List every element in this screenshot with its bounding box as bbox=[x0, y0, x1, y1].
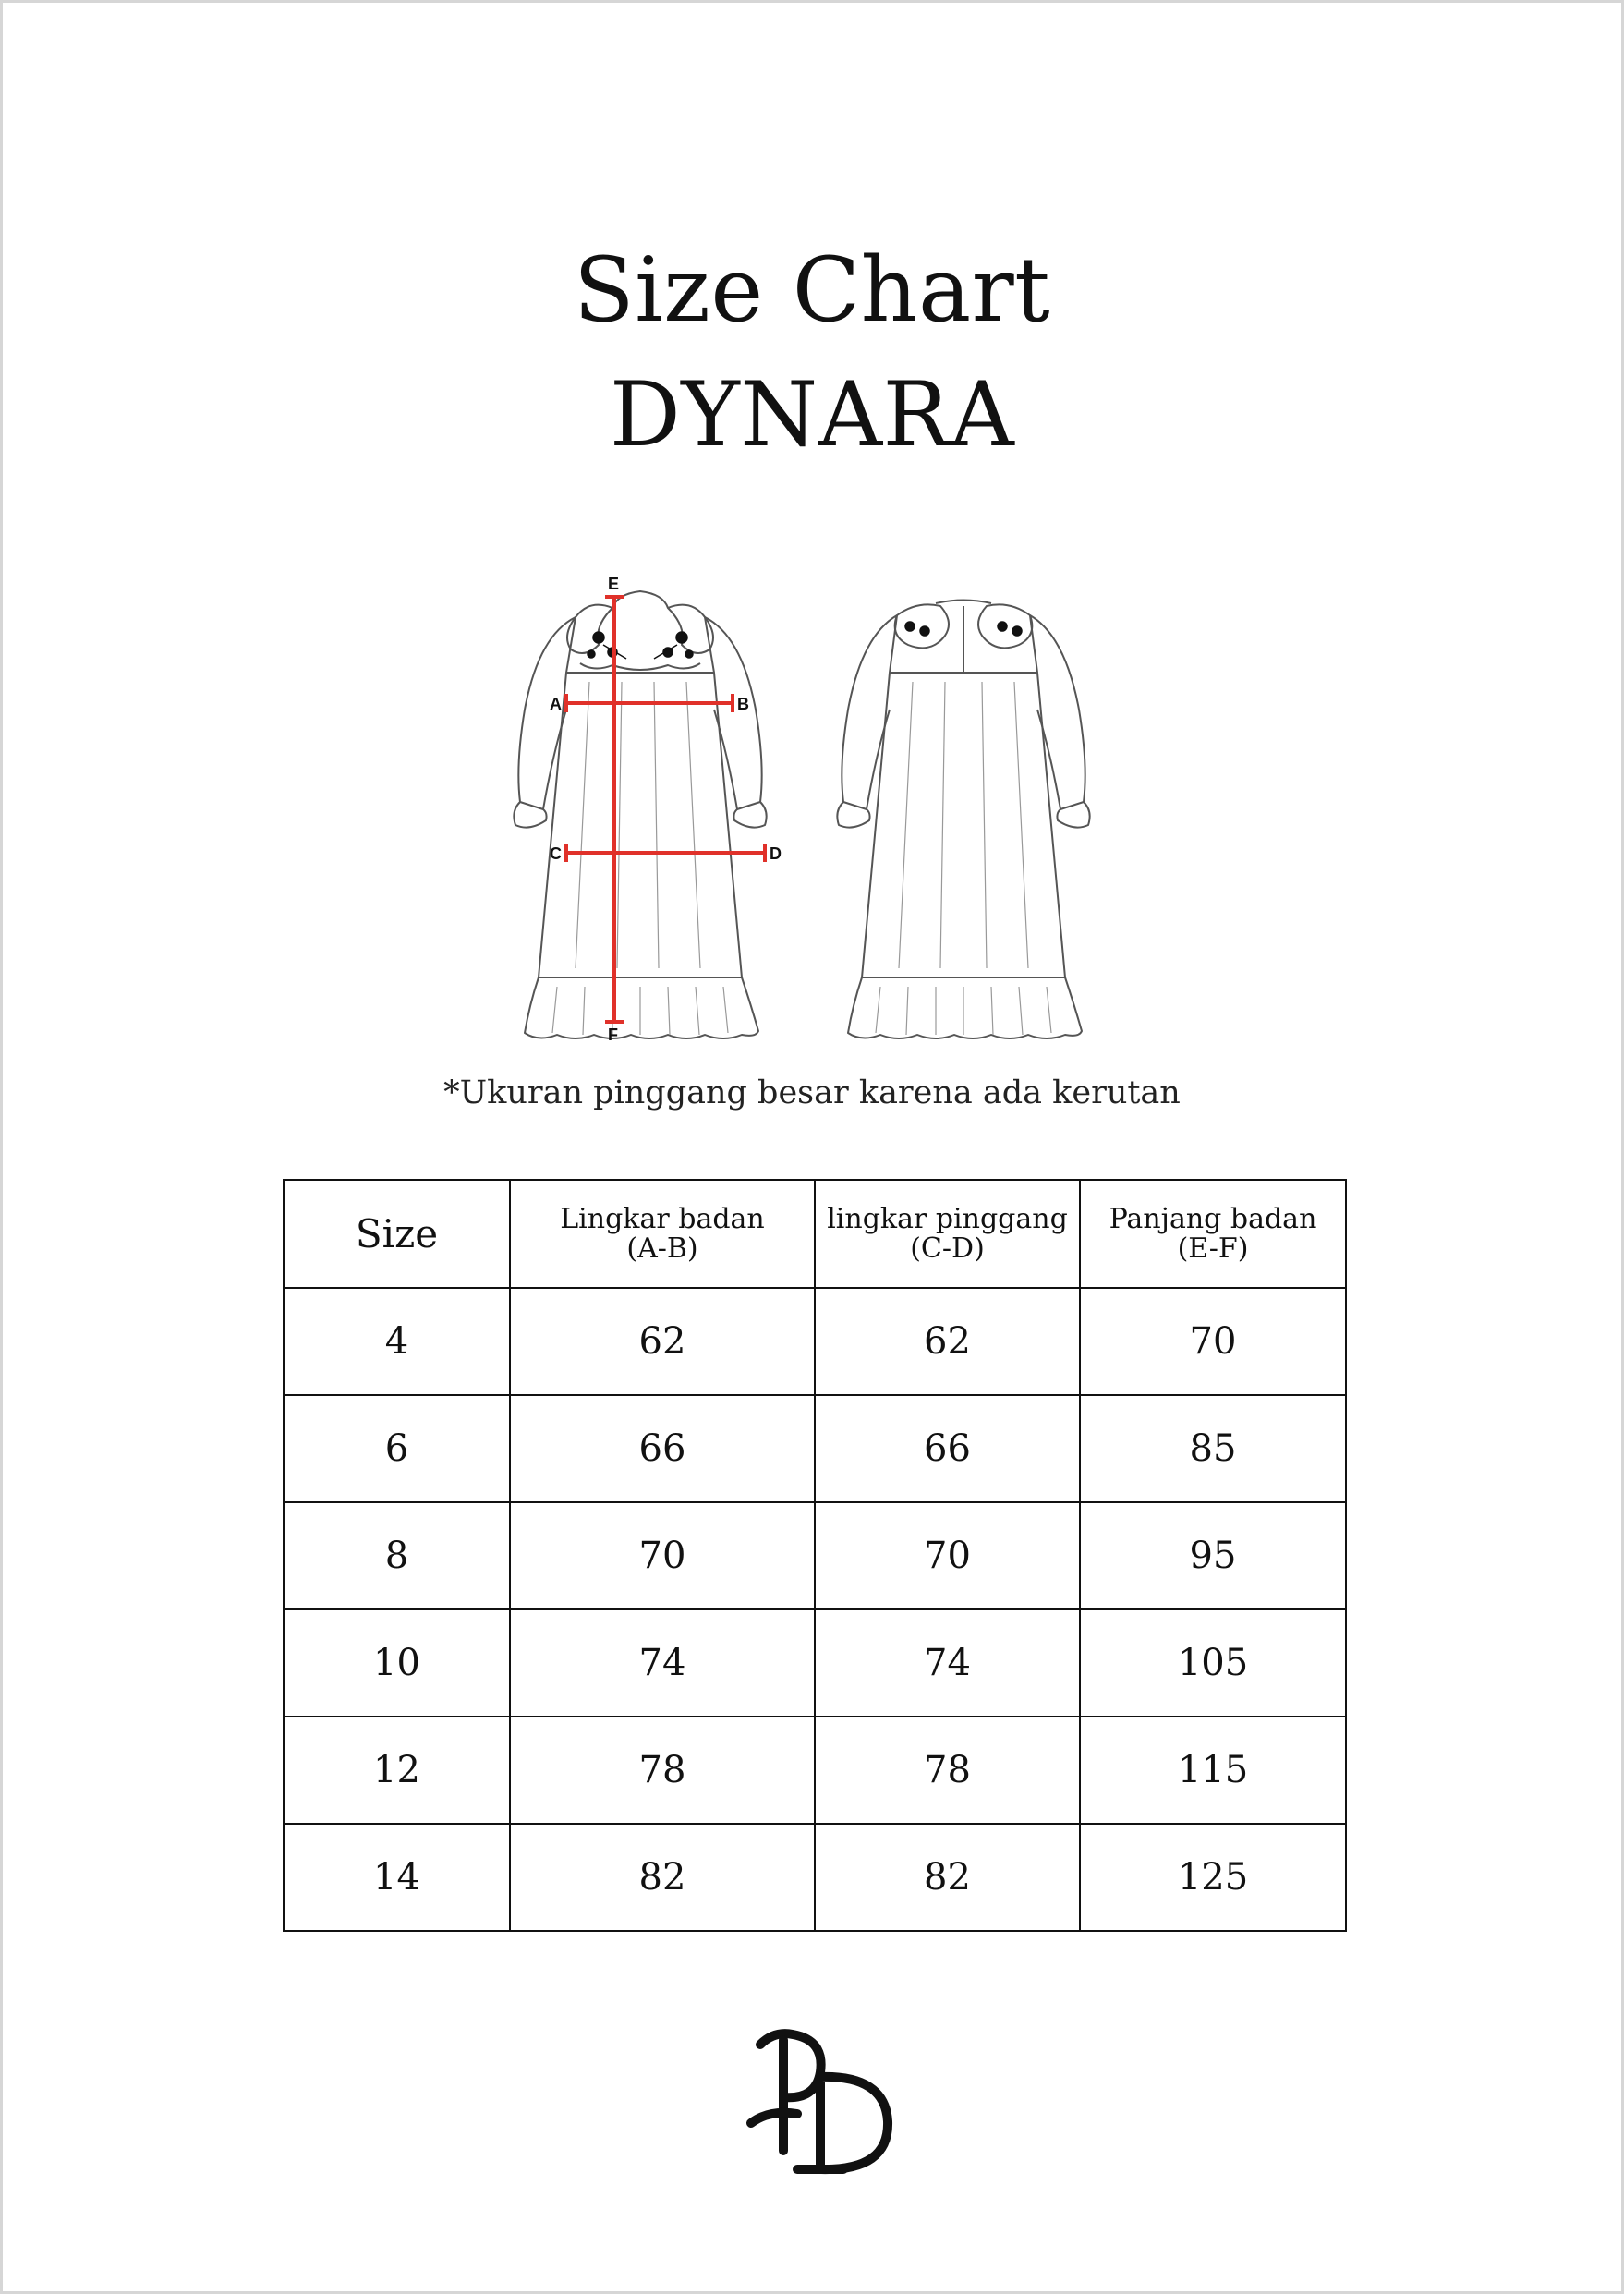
cell-panjang-badan: 95 bbox=[1080, 1502, 1346, 1609]
line-c-d bbox=[566, 844, 765, 862]
cell-lingkar-badan: 62 bbox=[510, 1288, 815, 1395]
marker-b: B bbox=[737, 695, 749, 713]
size-table bbox=[283, 1179, 1347, 1932]
header-size: Size bbox=[284, 1180, 510, 1288]
table-row bbox=[284, 1717, 1346, 1824]
table-row bbox=[284, 1395, 1346, 1502]
marker-e: E bbox=[608, 575, 620, 593]
cell-size: 10 bbox=[284, 1609, 510, 1717]
cell-lingkar-badan: 74 bbox=[510, 1609, 815, 1717]
cell-panjang-badan: 125 bbox=[1080, 1824, 1346, 1931]
cell-size: 6 bbox=[284, 1395, 510, 1502]
marker-c: C bbox=[550, 844, 562, 863]
table-row bbox=[284, 1824, 1346, 1931]
cell-panjang-badan: 70 bbox=[1080, 1288, 1346, 1395]
cell-lingkar-badan: 78 bbox=[510, 1717, 815, 1824]
table-row bbox=[284, 1609, 1346, 1717]
marker-a: A bbox=[550, 695, 562, 713]
cell-lingkar-pinggang: 62 bbox=[815, 1288, 1080, 1395]
cell-lingkar-pinggang: 82 bbox=[815, 1824, 1080, 1931]
measurement-lines bbox=[566, 597, 765, 1022]
cell-panjang-badan: 115 bbox=[1080, 1717, 1346, 1824]
table-header-row bbox=[284, 1180, 1346, 1288]
header-panjang-badan-code: (E-F) bbox=[1177, 1232, 1249, 1265]
table-row bbox=[284, 1502, 1346, 1609]
header-lingkar-badan bbox=[510, 1180, 815, 1288]
product-name: DYNARA bbox=[609, 363, 1015, 467]
waist-note: *Ukuran pinggang besar karena ada kerutan bbox=[443, 1074, 1181, 1111]
header-panjang-badan-label: Panjang badan bbox=[1109, 1202, 1317, 1235]
table-row bbox=[284, 1288, 1346, 1395]
header-lingkar-pinggang bbox=[815, 1180, 1080, 1288]
header-lingkar-badan-label: Lingkar badan bbox=[560, 1202, 765, 1235]
header-lingkar-badan-code: (A-B) bbox=[626, 1232, 698, 1265]
cell-lingkar-badan: 70 bbox=[510, 1502, 815, 1609]
page-title: Size Chart bbox=[573, 238, 1051, 342]
header-lingkar-pinggang-code: (C-D) bbox=[910, 1232, 985, 1265]
cell-panjang-badan: 85 bbox=[1080, 1395, 1346, 1502]
cell-lingkar-pinggang: 66 bbox=[815, 1395, 1080, 1502]
marker-d: D bbox=[770, 844, 782, 863]
cell-panjang-badan: 105 bbox=[1080, 1609, 1346, 1717]
cell-lingkar-pinggang: 78 bbox=[815, 1717, 1080, 1824]
line-e-f bbox=[605, 597, 624, 1022]
cell-size: 12 bbox=[284, 1717, 510, 1824]
cell-lingkar-badan: 66 bbox=[510, 1395, 815, 1502]
front-dress-drawing bbox=[514, 591, 766, 1038]
cell-lingkar-pinggang: 70 bbox=[815, 1502, 1080, 1609]
dress-illustration bbox=[502, 571, 1148, 1051]
header-lingkar-pinggang-label: lingkar pinggang bbox=[827, 1202, 1068, 1235]
cell-lingkar-badan: 82 bbox=[510, 1824, 815, 1931]
cell-size: 8 bbox=[284, 1502, 510, 1609]
cell-size: 4 bbox=[284, 1288, 510, 1395]
marker-f: F bbox=[608, 1026, 618, 1044]
back-dress-drawing bbox=[837, 601, 1089, 1039]
brand-logo bbox=[733, 2021, 899, 2179]
header-panjang-badan bbox=[1080, 1180, 1346, 1288]
cell-size: 14 bbox=[284, 1824, 510, 1931]
cell-lingkar-pinggang: 74 bbox=[815, 1609, 1080, 1717]
line-a-b bbox=[566, 694, 733, 712]
